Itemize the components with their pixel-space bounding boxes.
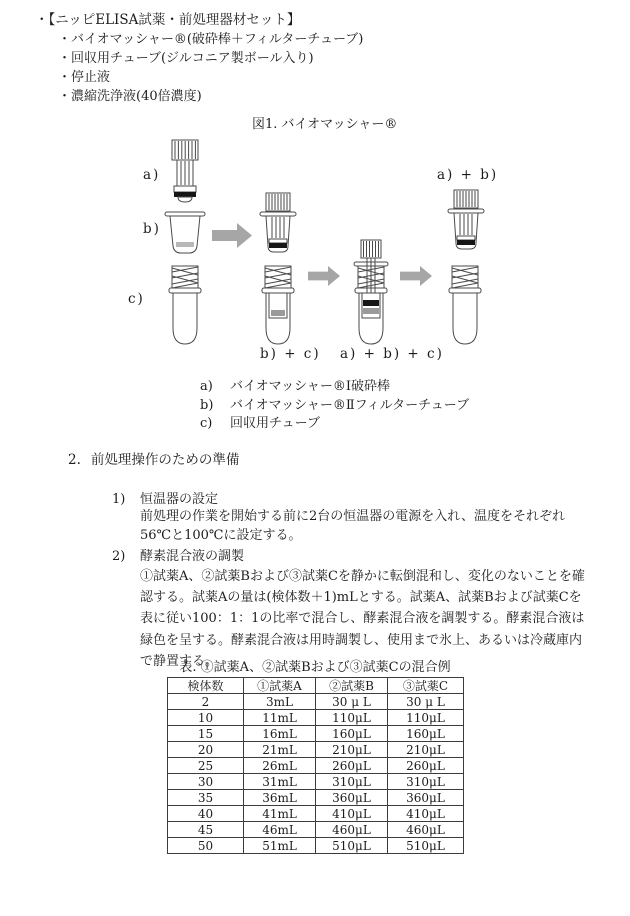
mix-table-cell: 15 <box>168 726 244 742</box>
mix-table-cell: 26mL <box>244 758 316 774</box>
figure-label-ab: a) + b) <box>437 167 499 183</box>
mix-table-row <box>168 838 464 854</box>
mix-table-cell: 40 <box>168 806 244 822</box>
subsection-2-body: ①試薬A、②試薬Bおよび③試薬Cを静かに転倒混和し、変化のないことを確認する。試薬Aの量は(検体数＋1)mLとする。試薬A、試薬Bおよび試薬Cを表に従い100：1：1の比率で混合し、酵素混合液を調製する。酵素混合液は緑色を呈する。酵素混合液は用時調製し、使用まで氷上、あるいは冷蔵庫内で静置する。 <box>140 569 585 669</box>
mix-table-cell: 110μL <box>388 710 464 726</box>
mix-table-cell: 410μL <box>316 806 388 822</box>
mix-table-header: ①試薬A <box>244 678 316 694</box>
arrow-right-icon <box>308 266 340 286</box>
pestle-in-filter-icon <box>260 193 296 252</box>
subsection-title: 酵素混合液の調製 <box>140 549 245 564</box>
pestle-filter-in-tube-icon <box>354 240 388 344</box>
kit-item: ・停止液 <box>58 70 111 85</box>
kit-item: ・回収用チューブ(ジルコニア製ボール入り) <box>58 51 314 66</box>
mix-table-cell: 410μL <box>388 806 464 822</box>
collection-tube-icon <box>169 266 201 344</box>
mix-table-cell: 35 <box>168 790 244 806</box>
mix-table-cell: 21mL <box>244 742 316 758</box>
mix-table-cell: 20 <box>168 742 244 758</box>
mix-table-cell: 30 <box>168 774 244 790</box>
legend-item <box>200 415 469 434</box>
mix-table-cell: 160μL <box>316 726 388 742</box>
section-number: 2. <box>68 452 81 468</box>
mix-table-cell: 510μL <box>388 838 464 854</box>
legend-text: 回収用チューブ <box>230 416 320 431</box>
mix-table-cell: 260μL <box>316 758 388 774</box>
figure-caption: 図1. バイオマッシャー® <box>252 117 398 132</box>
kit-item: ・濃縮洗浄液(40倍濃度) <box>58 89 202 104</box>
mix-table-cell: 360μL <box>316 790 388 806</box>
mix-table-cell: 160μL <box>388 726 464 742</box>
subsection-title: 恒温器の設定 <box>140 492 219 507</box>
legend-key: c) <box>200 416 213 431</box>
figure-label-c: c) <box>128 291 145 307</box>
mix-table-cell: 30 μ L <box>388 694 464 710</box>
mix-table-row <box>168 790 464 806</box>
mix-table-cell: 510μL <box>316 838 388 854</box>
mix-table-cell: 110μL <box>316 710 388 726</box>
mix-table-header: 検体数 <box>168 678 244 694</box>
subsection-1-heading <box>112 491 218 508</box>
legend-key: b) <box>200 397 214 413</box>
section-title: 前処理操作のための準備 <box>90 452 240 468</box>
mix-table-cell: 36mL <box>244 790 316 806</box>
biomasher-diagram <box>0 135 630 365</box>
mix-table-cell: 46mL <box>244 822 316 838</box>
mix-table-row <box>168 694 464 710</box>
mix-table <box>167 677 464 854</box>
mix-table-row <box>168 774 464 790</box>
mix-table-cell: 310μL <box>388 774 464 790</box>
filter-in-tube-icon <box>262 266 294 344</box>
mix-table-caption: 表. ①試薬A、②試薬Bおよび③試薬Cの混合例 <box>179 660 451 675</box>
figure-label-a: a) <box>143 167 161 183</box>
kit-items-list <box>58 31 363 107</box>
mix-table-row <box>168 726 464 742</box>
mix-table-row <box>168 822 464 838</box>
legend-text: バイオマッシャー®Ⅱフィルターチューブ <box>230 397 470 413</box>
subsection-1-body: 前処理の作業を開始する前に2台の恒温器の電源を入れ、温度をそれぞれ56℃と100℃に設定する。 <box>140 509 566 543</box>
subsection-number: 2) <box>112 549 126 564</box>
mix-table-header: ②試薬B <box>316 678 388 694</box>
figure-label-abc: a) + b) + c) <box>340 346 444 362</box>
mix-table-body <box>168 694 464 854</box>
mix-table-row <box>168 742 464 758</box>
pestle-icon <box>172 140 198 202</box>
legend-item <box>200 397 469 416</box>
kit-set-title: ・【ニッピELISA試薬・前処理器材セット】 <box>35 12 301 28</box>
mix-table-cell: 2 <box>168 694 244 710</box>
mix-table-cell: 210μL <box>388 742 464 758</box>
mix-table-cell: 50 <box>168 838 244 854</box>
mix-table-cell: 11mL <box>244 710 316 726</box>
mix-table-cell: 360μL <box>388 790 464 806</box>
mix-table-cell: 10 <box>168 710 244 726</box>
mix-table-cell: 51mL <box>244 838 316 854</box>
arrow-right-icon <box>400 266 432 286</box>
mix-table-cell: 45 <box>168 822 244 838</box>
mix-table-cell: 16mL <box>244 726 316 742</box>
mix-table-cell: 30 μ L <box>316 694 388 710</box>
arrow-right-icon <box>212 223 252 248</box>
mix-table-cell: 41mL <box>244 806 316 822</box>
mix-table-cell: 31mL <box>244 774 316 790</box>
mix-table-cell: 25 <box>168 758 244 774</box>
mix-table-cell: 210μL <box>316 742 388 758</box>
mix-table-cell: 310μL <box>316 774 388 790</box>
legend-key: a) <box>200 379 213 394</box>
mix-table-cell: 460μL <box>316 822 388 838</box>
mix-table-cell: 3mL <box>244 694 316 710</box>
filter-tube-icon <box>165 212 205 253</box>
mix-table-row <box>168 758 464 774</box>
figure-label-b: b) <box>143 221 161 237</box>
mix-table-header-row <box>168 678 464 694</box>
mix-table-row <box>168 806 464 822</box>
legend-item <box>200 378 469 397</box>
collection-tube-icon <box>449 266 481 344</box>
kit-item: ・バイオマッシャー®(破砕棒＋フィルターチューブ) <box>58 32 364 47</box>
mix-table-cell: 260μL <box>388 758 464 774</box>
section-heading <box>68 452 239 469</box>
subsection-number: 1) <box>112 492 126 507</box>
figure-legend <box>200 378 469 434</box>
pestle-in-filter-icon <box>448 190 484 249</box>
mix-table-header: ③試薬C <box>388 678 464 694</box>
subsection-2-heading <box>112 548 244 565</box>
mix-table-row <box>168 710 464 726</box>
legend-text: バイオマッシャー®Ⅰ破砕棒 <box>230 379 390 394</box>
figure-label-bc: b) + c) <box>260 346 321 362</box>
mix-table-cell: 460μL <box>388 822 464 838</box>
